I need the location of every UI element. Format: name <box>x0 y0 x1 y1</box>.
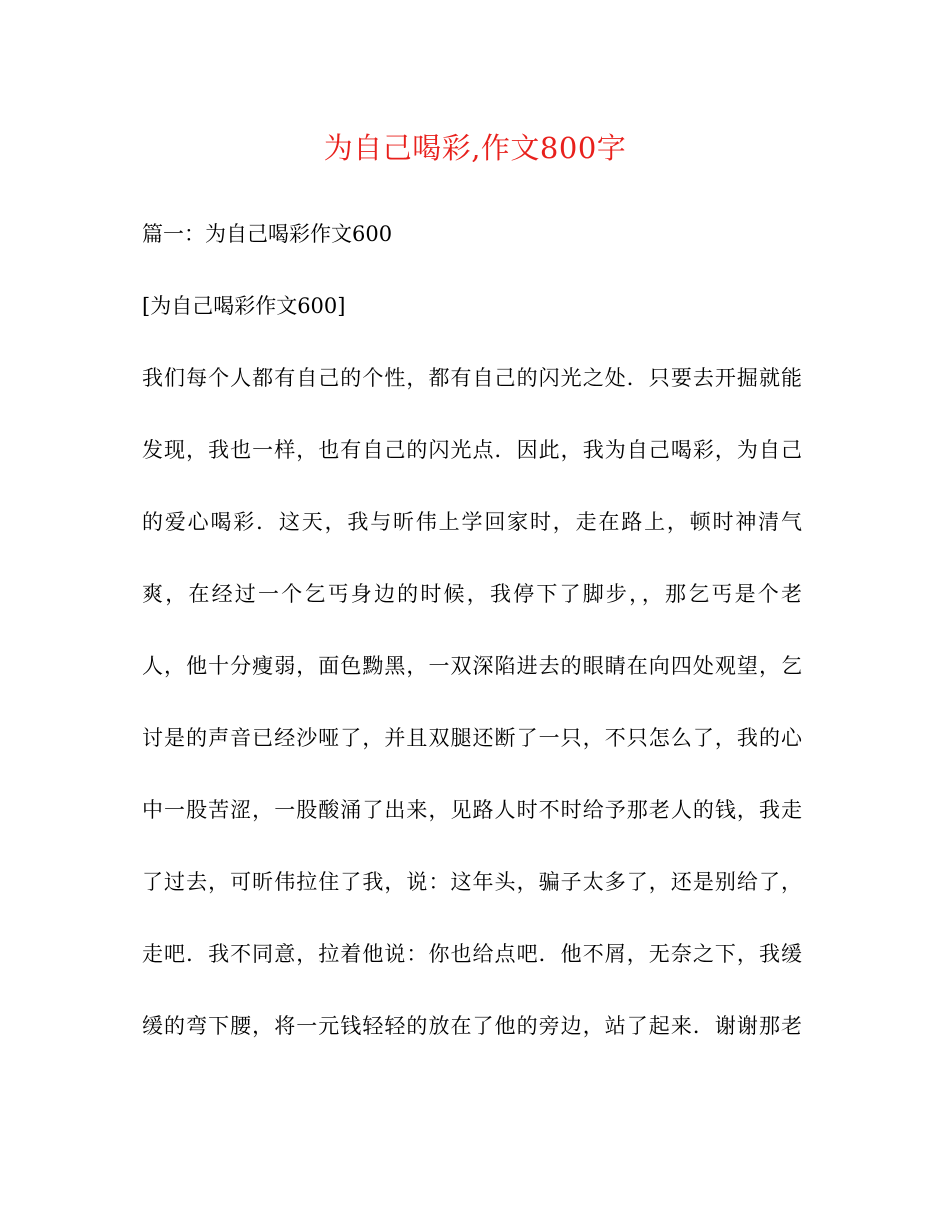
body-line: 讨是的声音已经沙哑了，并且双腿还断了一只，不只怎么了，我的心 <box>142 726 802 750</box>
body-line: 我们每个人都有自己的个性，都有自己的闪光之处．只要去开掘就能 <box>142 366 802 390</box>
section-heading: 篇一：为自己喝彩作文600 <box>142 222 393 246</box>
document-title: 为自己喝彩,作文800字 <box>323 131 627 165</box>
body-line: 中一股苦涩，一股酸涌了出来，见路人时不时给予那老人的钱，我走 <box>142 798 802 822</box>
body-line: 了过去，可昕伟拉住了我，说：这年头，骗子太多了，还是别给了， <box>142 870 802 894</box>
body-line: 走吧．我不同意，拉着他说：你也给点吧．他不屑，无奈之下，我缓 <box>142 942 802 966</box>
body-line: 缓的弯下腰，将一元钱轻轻的放在了他的旁边，站了起来．谢谢那老 <box>142 1014 802 1038</box>
body-line: 人，他十分瘦弱，面色黝黑，一双深陷进去的眼睛在向四处观望，乞 <box>142 654 802 678</box>
body-line: 的爱心喝彩．这天，我与昕伟上学回家时，走在路上，顿时神清气 <box>142 510 802 534</box>
document-body <box>142 216 802 1080</box>
body-line: 爽，在经过一个乞丐身边的时候，我停下了脚步，，那乞丐是个老 <box>142 582 802 606</box>
section-subheading: [为自己喝彩作文600] <box>142 294 346 318</box>
body-line: 发现，我也一样，也有自己的闪光点．因此，我为自己喝彩，为自己 <box>142 438 802 462</box>
